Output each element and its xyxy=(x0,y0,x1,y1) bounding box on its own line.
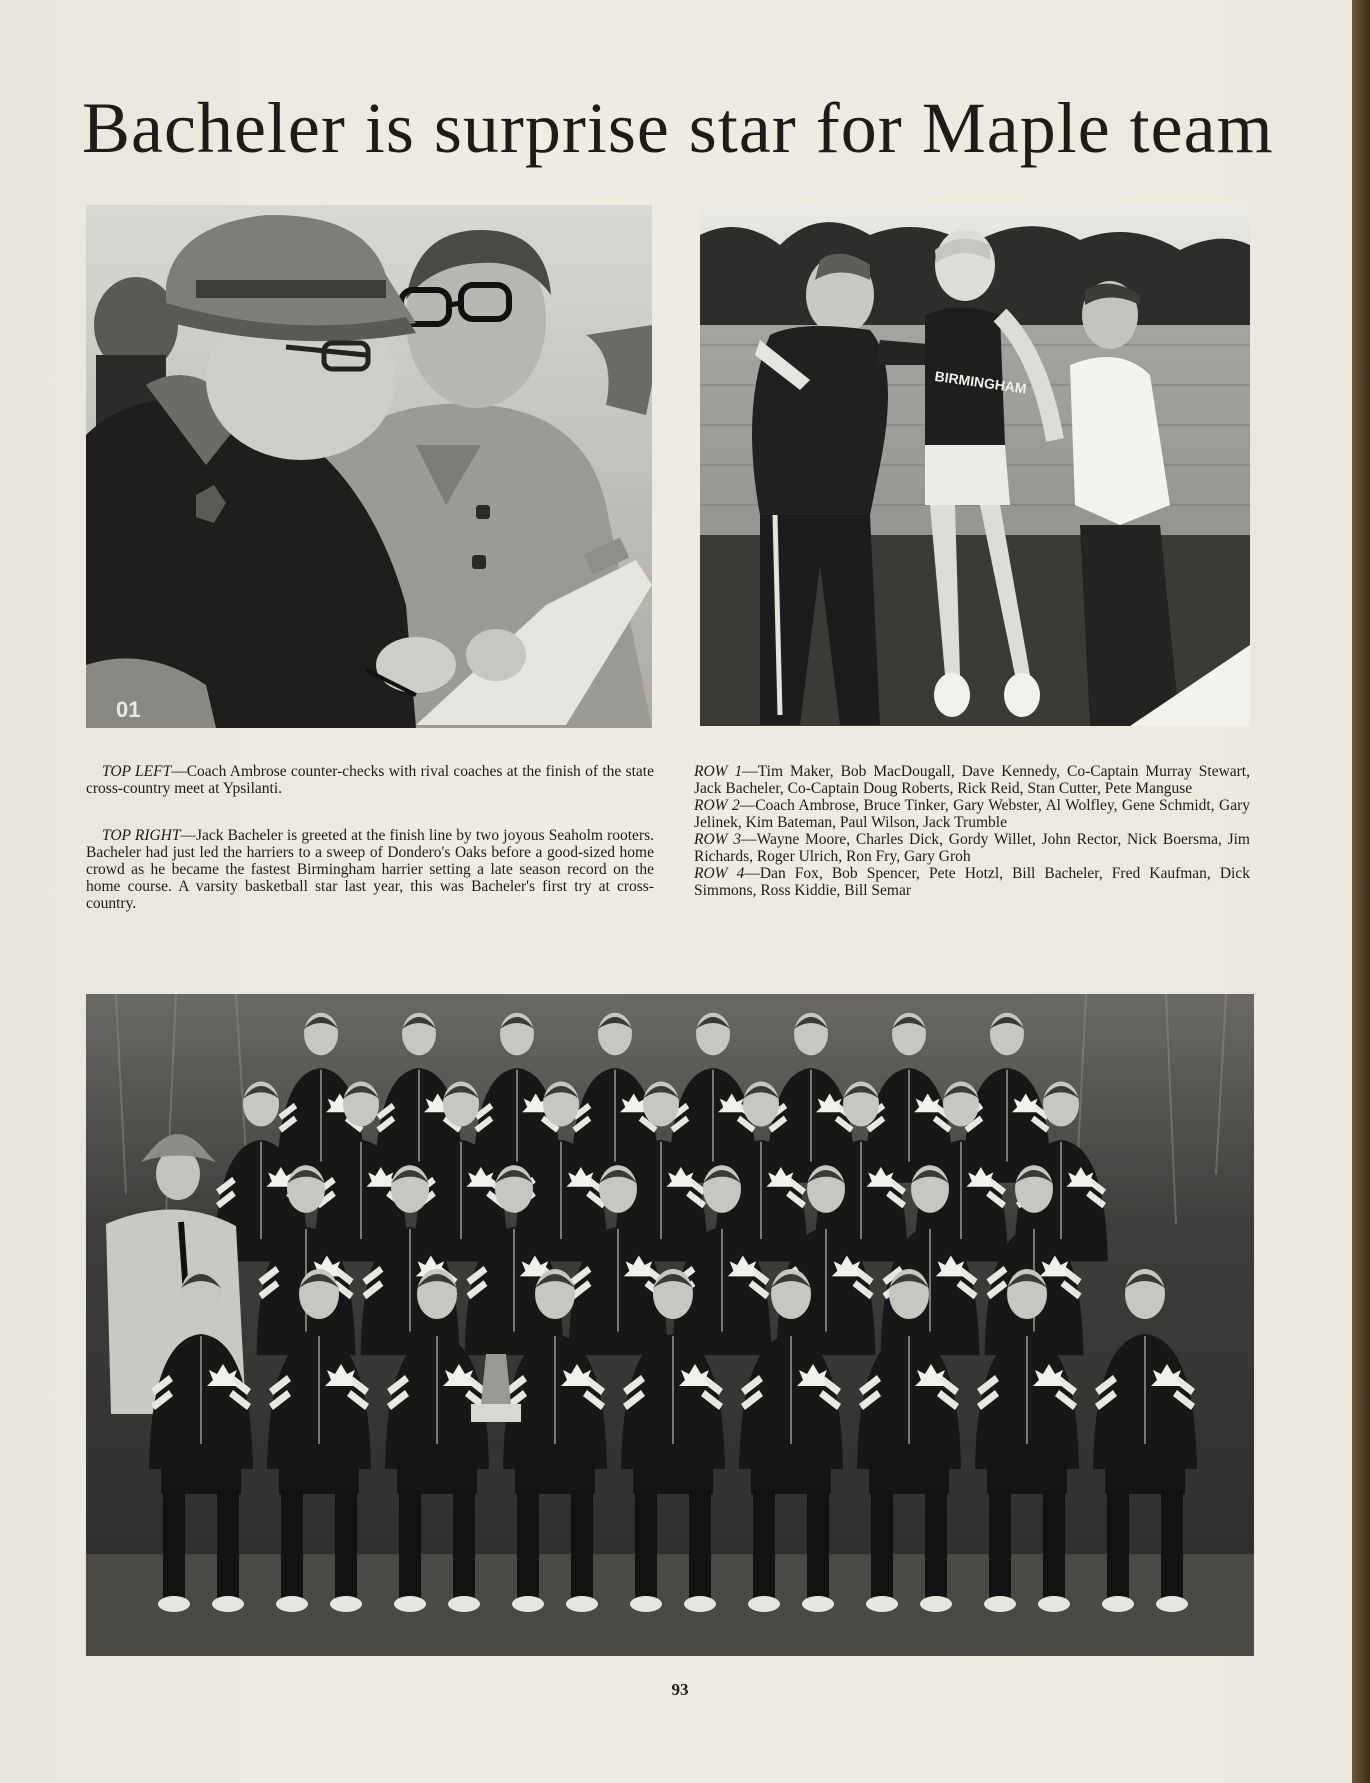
caption-top-right: TOP RIGHT—Jack Bacheler is greeted at the finish line by two joyous Seaholm rooters. Bacheler had just led the harriers to a sweep of Dondero's Oaks before a good-sized home crowd as he became the fastest Birmingham harrier setting a late season record on the home course. A varsity basketball star last year, this was Bacheler's first try at cross-country. xyxy=(86,827,655,912)
page-number: 93 xyxy=(671,1680,689,1699)
caption-label-top-right: TOP RIGHT xyxy=(102,827,181,844)
photo-finish-line xyxy=(700,205,1250,726)
caption-row-1: ROW 1—Tim Maker, Bob MacDougall, Dave Kennedy, Co-Captain Murray Stewart, Jack Bacheler, Co-Captain Doug Roberts, Rick Reid, Stan Cutter, Pete Manguse xyxy=(694,763,1250,797)
caption-top-left: TOP LEFT—Coach Ambrose counter-checks with rival coaches at the finish of the state cross-country meet at Ypsilanti. xyxy=(86,763,654,797)
caption-row-4: ROW 4—Dan Fox, Bob Spencer, Pete Hotzl, Bill Bacheler, Fred Kaufman, Dick Simmons, Ross Kiddie, Bill Semar xyxy=(694,865,1250,899)
caption-row-2: ROW 2—Coach Ambrose, Bruce Tinker, Gary Webster, Al Wolfley, Gene Schmidt, Gary Jelinek, Kim Bateman, Paul Wilson, Jack Trumble xyxy=(694,797,1250,831)
runner-jersey-text: BIRMINGHAM xyxy=(933,367,1028,397)
book-spine xyxy=(1352,0,1370,1783)
caption-label-top-left: TOP LEFT xyxy=(102,763,172,780)
caption-team-rows xyxy=(694,763,1250,899)
photo-coaches xyxy=(86,205,652,728)
page-title: Bacheler is surprise star for Maple team xyxy=(82,88,1274,168)
photo-team xyxy=(86,994,1254,1656)
caption-row-3: ROW 3—Wayne Moore, Charles Dick, Gordy Willet, John Rector, Nick Boersma, Jim Richards, Roger Ulrich, Ron Fry, Gary Groh xyxy=(694,831,1250,865)
caption-top-photos xyxy=(86,763,654,929)
jersey-number: 01 xyxy=(116,697,141,722)
